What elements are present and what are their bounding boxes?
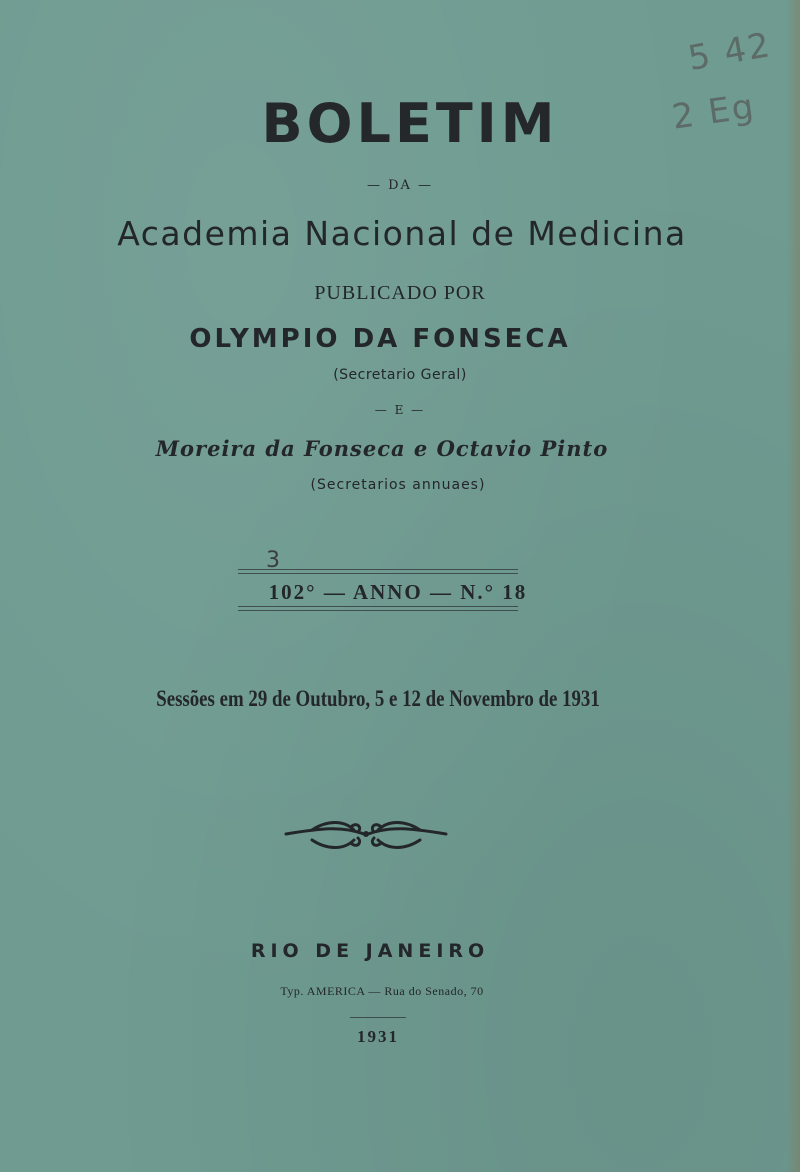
issue-rule-top <box>238 569 518 570</box>
editor-role: (Secretario Geral) <box>333 367 467 383</box>
handwritten-note-line-1: 5 42 <box>685 25 775 79</box>
sessions-line: Sessões em 29 de Outubro, 5 e 12 de Novembro de 1931 <box>156 686 600 711</box>
co-editors-role: (Secretarios annuaes) <box>310 477 486 493</box>
publication-year: 1931 <box>357 1027 399 1046</box>
issue-rule-bottom-2 <box>238 610 518 611</box>
institution-name: Academia Nacional de Medicina <box>117 214 687 253</box>
and-separator: — E — <box>374 403 426 417</box>
issue-number-correction: 3 <box>266 548 280 573</box>
co-editors-names: Moreira da Fonseca e Octavio Pinto <box>155 436 609 461</box>
year-rule <box>350 1017 406 1018</box>
published-by-label: PUBLICADO POR <box>314 282 486 304</box>
da-separator: — DA — <box>366 178 434 193</box>
printer-info: Typ. AMERICA — Rua do Senado, 70 <box>280 984 484 998</box>
journal-title: BOLETIM <box>261 92 559 155</box>
issue-rule-top-2 <box>238 573 518 574</box>
scroll-ornament-icon <box>282 812 450 860</box>
city-name: RIO DE JANEIRO <box>250 940 490 962</box>
editor-name: OLYMPIO DA FONSECA <box>189 324 571 354</box>
handwritten-note-line-2: 2 Eg <box>669 86 758 138</box>
issue-rule-bottom <box>238 606 518 607</box>
issue-line: 102° — ANNO — N.° 18 <box>268 580 528 604</box>
